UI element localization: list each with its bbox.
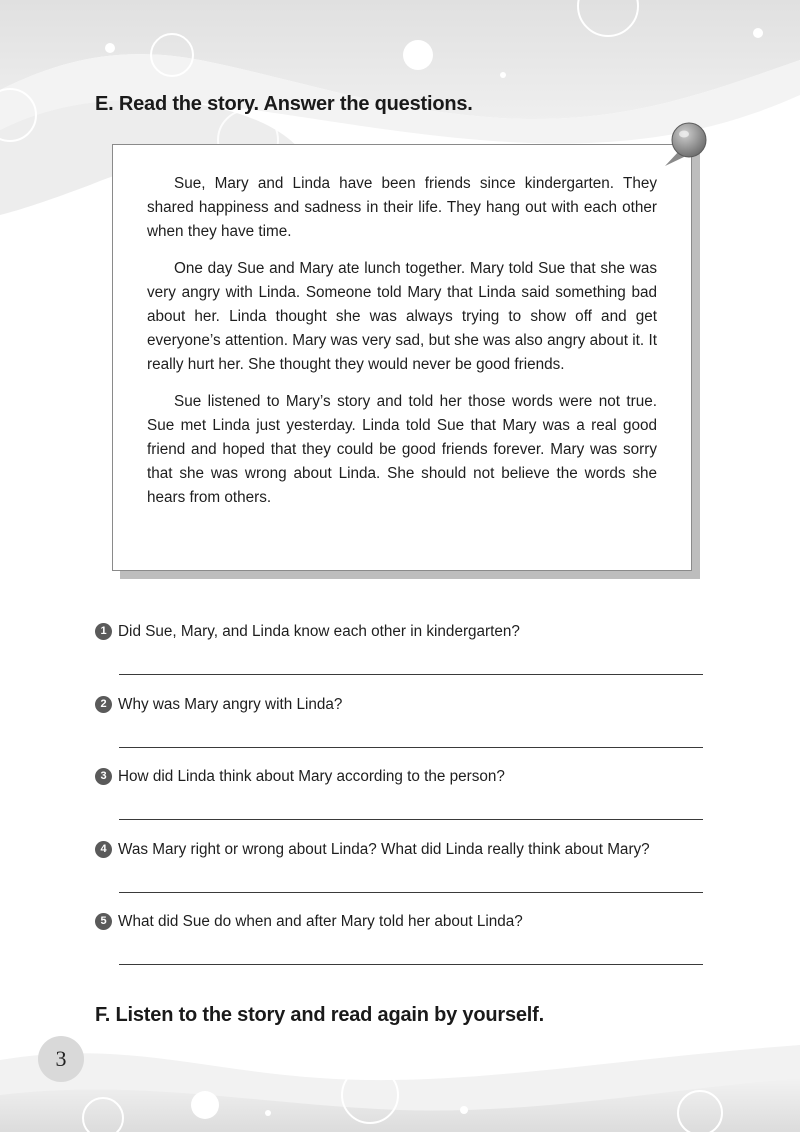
question-text-5: What did Sue do when and after Mary told her about Linda? — [118, 913, 523, 930]
answer-line-4[interactable] — [119, 892, 703, 893]
page-number-badge — [38, 1036, 84, 1082]
question-number-3: 3 — [95, 768, 112, 785]
story-paragraph-1: Sue, Mary and Linda have been friends since kindergarten. They shared happiness and sadness in their life. They hang out with each other when they have time. — [147, 175, 657, 241]
question-text-1: Did Sue, Mary, and Linda know each other in kindergarten? — [118, 623, 520, 640]
question-text-4: Was Mary right or wrong about Linda? What did Linda really think about Mary? — [118, 841, 650, 858]
question-number-5: 5 — [95, 913, 112, 930]
answer-line-1[interactable] — [119, 674, 703, 675]
section-e-title: E. Read the story. Answer the questions. — [95, 93, 473, 115]
question-number-2: 2 — [95, 696, 112, 713]
story-paragraph-2: One day Sue and Mary ate lunch together. Mary told Sue that she was very angry with Linda. Someone told Mary that Linda said something bad about her. Linda thought she was always trying to show off and get everyone’s attention. Mary was very sad, but she was also angry about it. It really hurt her. She thought they would never be good friends. — [147, 259, 657, 374]
story-paragraph-3: Sue listened to Mary’s story and told her those words were not true. Sue met Linda just yesterday. Linda told Sue that Mary was a real good friend and hoped that they could be good friends forever. Mary was sorry that she was wrong about Linda. She should not believe the words she hears from others. — [147, 392, 657, 507]
pushpin-icon — [660, 118, 710, 170]
answer-line-3[interactable] — [119, 819, 703, 820]
question-text-3: How did Linda think about Mary according to the person? — [118, 768, 505, 785]
page-number: 3 — [55, 1046, 67, 1071]
section-f-title: F. Listen to the story and read again by yourself. — [95, 1004, 544, 1026]
story-box — [112, 144, 692, 571]
answer-line-2[interactable] — [119, 747, 703, 748]
question-text-2: Why was Mary angry with Linda? — [118, 696, 343, 713]
question-number-4: 4 — [95, 841, 112, 858]
answer-line-5[interactable] — [119, 964, 703, 965]
question-number-1: 1 — [95, 623, 112, 640]
